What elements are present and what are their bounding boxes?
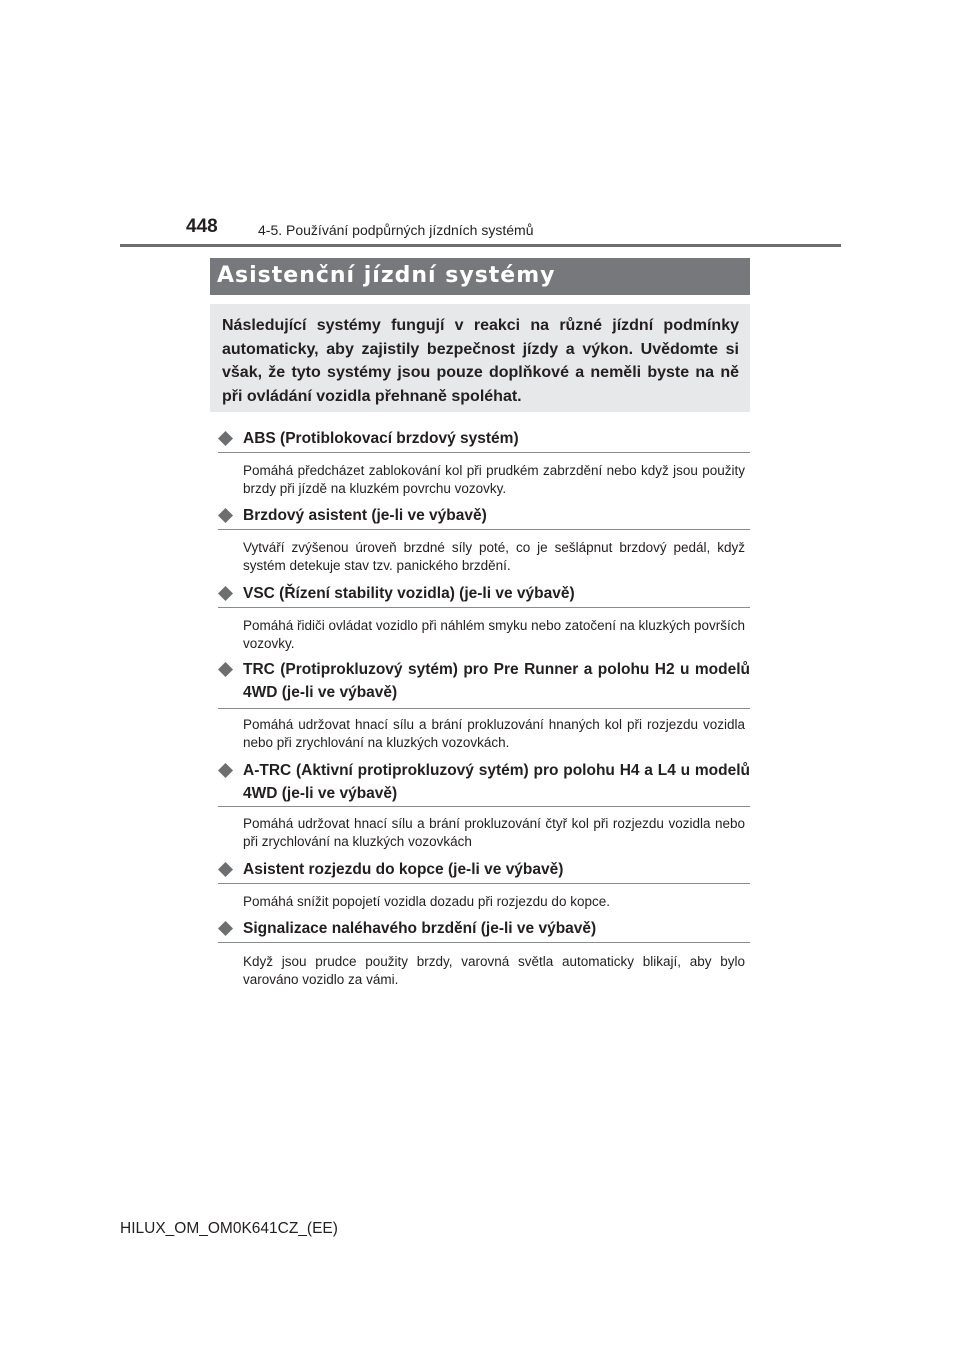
section-heading-text: VSC (Řízení stability vozidla) (je-li ve výbavě): [243, 585, 575, 602]
section-heading-text: ABS (Protiblokovací brzdový systém): [243, 430, 519, 447]
section-rule: [218, 883, 750, 884]
diamond-bullet-icon: [218, 763, 233, 778]
diamond-bullet-icon: [218, 862, 233, 877]
section-rule: [218, 607, 750, 608]
diamond-bullet-icon: [218, 586, 233, 601]
section-heading: [218, 583, 750, 606]
section-heading-text: Brzdový asistent (je-li ve výbavě): [243, 507, 487, 524]
section-rule: [218, 708, 750, 709]
section-rule: [218, 452, 750, 453]
section-heading: [218, 428, 750, 451]
section-heading-text: TRC (Protiprokluzový sytém) pro Pre Runner a polohu H2 u modelů 4WD (je-li ve výbavě): [243, 661, 750, 701]
section-body: Pomáhá předcházet zablokování kol při prudkém zabrzdění nebo když jsou použity brzdy při jízdě na kluzkém povrchu vozovky.: [243, 463, 745, 496]
intro-text: Následující systémy fungují v reakci na různé jízdní podmínky automaticky, aby zajistily bezpečnost jízdy a výkon. Uvědomte si však, že tyto systémy jsou pouze doplňkové a neměli byste na ně při ovládání vozidla přehnaně spoléhat.: [222, 317, 739, 405]
section-rule: [218, 806, 750, 807]
section-heading-text: Signalizace naléhavého brzdění (je-li ve výbavě): [243, 920, 597, 937]
section-heading: [218, 659, 750, 704]
footer-code: HILUX_OM_OM0K641CZ_(EE): [120, 1220, 338, 1237]
section-heading-text: A-TRC (Aktivní protiprokluzový sytém) pro polohu H4 a L4 u modelů 4WD (je-li ve výbavě): [243, 762, 750, 802]
section-heading: [218, 859, 750, 882]
section-body: Pomáhá řidiči ovládat vozidlo při náhlém smyku nebo zatočení na kluzkých površích vozovky.: [243, 618, 745, 651]
section-rule: [218, 529, 750, 530]
section-body: Pomáhá snížit popojetí vozidla dozadu při rozjezdu do kopce.: [243, 894, 610, 909]
section-body: Pomáhá udržovat hnací sílu a brání prokluzování hnaných kol při rozjezdu vozidla nebo při zrychlování na kluzkých vozovkách.: [243, 717, 745, 750]
title-bar: [210, 258, 750, 295]
intro-box: [210, 304, 750, 412]
diamond-bullet-icon: [218, 921, 233, 936]
section-body: Pomáhá udržovat hnací sílu a brání prokluzování čtyř kol při rozjezdu vozidla nebo při zrychlování na kluzkých vozovkách: [243, 816, 745, 849]
section-body: Vytváří zvýšenou úroveň brzdné síly poté, co je sešlápnut brzdový pedál, když systém detekuje stav tzv. panického brzdění.: [243, 540, 745, 573]
page-title: Asistenční jízdní systémy: [217, 263, 556, 288]
section-heading: [218, 760, 750, 805]
diamond-bullet-icon: [218, 662, 233, 677]
section-heading: [218, 505, 750, 528]
section-heading-text: Asistent rozjezdu do kopce (je-li ve výbavě): [243, 861, 564, 878]
page-number: 448: [186, 216, 218, 237]
section-body: Když jsou prudce použity brzdy, varovná světla automaticky blikají, aby bylo varováno vozidlo za vámi.: [243, 954, 745, 987]
header-rule: [120, 244, 841, 247]
section-heading: [218, 918, 750, 941]
section-rule: [218, 942, 750, 943]
chapter-title: 4-5. Používání podpůrných jízdních systémů: [258, 222, 534, 238]
diamond-bullet-icon: [218, 508, 233, 523]
diamond-bullet-icon: [218, 431, 233, 446]
